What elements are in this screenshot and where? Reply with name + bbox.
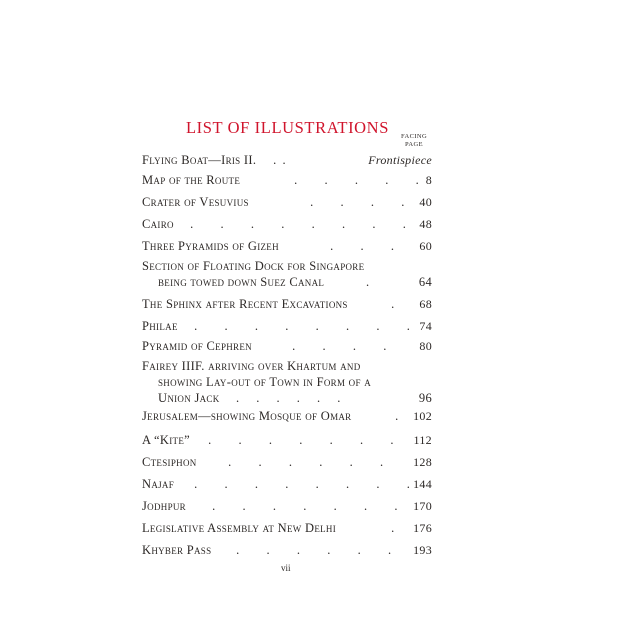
dot-leader: . . . — [320, 239, 401, 253]
list-item — [142, 238, 432, 254]
dot-leader: . — [366, 275, 370, 289]
dot-leader: . . . . — [300, 195, 412, 209]
list-item — [142, 476, 432, 492]
item-label: Ctesiphon — [142, 455, 197, 469]
item-page: 102 — [413, 409, 432, 423]
dot-leader: . . . . . . . . — [180, 217, 413, 231]
item-page: 96 — [418, 391, 432, 405]
item-page: Frontispiece — [368, 153, 432, 167]
item-page: 74 — [419, 319, 432, 333]
list-item — [142, 172, 432, 188]
item-label: Crater of Vesuvius — [142, 195, 249, 209]
page-number: vii — [281, 563, 291, 573]
list-item — [142, 152, 432, 168]
page-title: LIST OF ILLUSTRATIONS — [186, 118, 389, 137]
dot-leader: . — [388, 521, 395, 535]
facing-label-line-1: FACING — [400, 133, 428, 140]
item-label-line — [142, 274, 432, 290]
item-label: A “Kite” — [142, 433, 190, 447]
item-label: Cairo — [142, 217, 174, 231]
item-label: Pyramid of Cephren — [142, 339, 252, 353]
item-page: 112 — [413, 433, 432, 447]
dot-leader: . . . . . . . — [198, 433, 401, 447]
item-label-line — [142, 390, 432, 406]
dot-leader: . . . . . . . . — [184, 319, 417, 333]
list-item — [142, 216, 432, 232]
item-label-line: Section of Floating Dock for Singapore — [142, 259, 365, 273]
dot-leader: . . . . . . — [226, 543, 399, 557]
dot-leader: . . . . . . . — [202, 499, 405, 513]
item-page: 80 — [419, 339, 432, 353]
item-label: Legislative Assembly at New Delhi — [142, 521, 337, 535]
item-label: Jodhpur — [142, 499, 186, 513]
list-item — [142, 258, 432, 290]
item-page: 170 — [413, 499, 432, 513]
item-page: 68 — [419, 297, 432, 311]
item-page: 128 — [413, 455, 432, 469]
dot-leader: . . . . . — [284, 173, 426, 187]
item-page: 176 — [413, 521, 432, 535]
dot-leader: . — [388, 297, 395, 311]
item-page: 40 — [419, 195, 432, 209]
list-item — [142, 338, 432, 354]
item-label: Philae — [142, 319, 178, 333]
item-page: 193 — [413, 543, 432, 557]
list-item — [142, 542, 432, 558]
item-label-continuation: being towed down Suez Canal — [158, 275, 325, 289]
dot-leader: . . — [270, 153, 286, 167]
list-item — [142, 454, 432, 470]
item-label-line: showing Lay-out of Town in Form of a — [158, 375, 372, 389]
list-item — [142, 358, 432, 406]
item-page: 144 — [413, 477, 432, 491]
item-label: Flying Boat—Iris II. — [142, 153, 257, 167]
dot-leader: . . . . . . . . — [184, 477, 417, 491]
item-label: Jerusalem—showing Mosque of Omar — [142, 409, 352, 423]
list-item — [142, 520, 432, 536]
item-page: 60 — [419, 239, 432, 253]
item-label-continuation: Union Jack — [158, 391, 220, 405]
dot-leader: . . . . — [282, 339, 394, 353]
item-page: 64 — [418, 275, 432, 289]
item-page: 8 — [425, 173, 432, 187]
list-item — [142, 432, 432, 448]
item-label: Khyber Pass — [142, 543, 212, 557]
list-item — [142, 318, 432, 334]
facing-page-label — [394, 133, 434, 149]
item-label: Map of the Route — [142, 173, 241, 187]
dot-leader: . . . . . . — [218, 455, 391, 469]
dot-leader: . . . . . . — [236, 391, 348, 405]
list-item — [142, 296, 432, 312]
item-label: Najaf — [142, 477, 175, 491]
item-label: The Sphinx after Recent Excavations — [142, 297, 348, 311]
facing-label-line-2: PAGE — [405, 141, 423, 148]
list-item — [142, 408, 432, 424]
item-page: 48 — [419, 217, 432, 231]
dot-leader: . — [392, 409, 399, 423]
list-item — [142, 498, 432, 514]
item-label-line: Fairey IIIF. arriving over Khartum and — [142, 359, 361, 373]
item-label: Three Pyramids of Gizeh — [142, 239, 279, 253]
list-item — [142, 194, 432, 210]
